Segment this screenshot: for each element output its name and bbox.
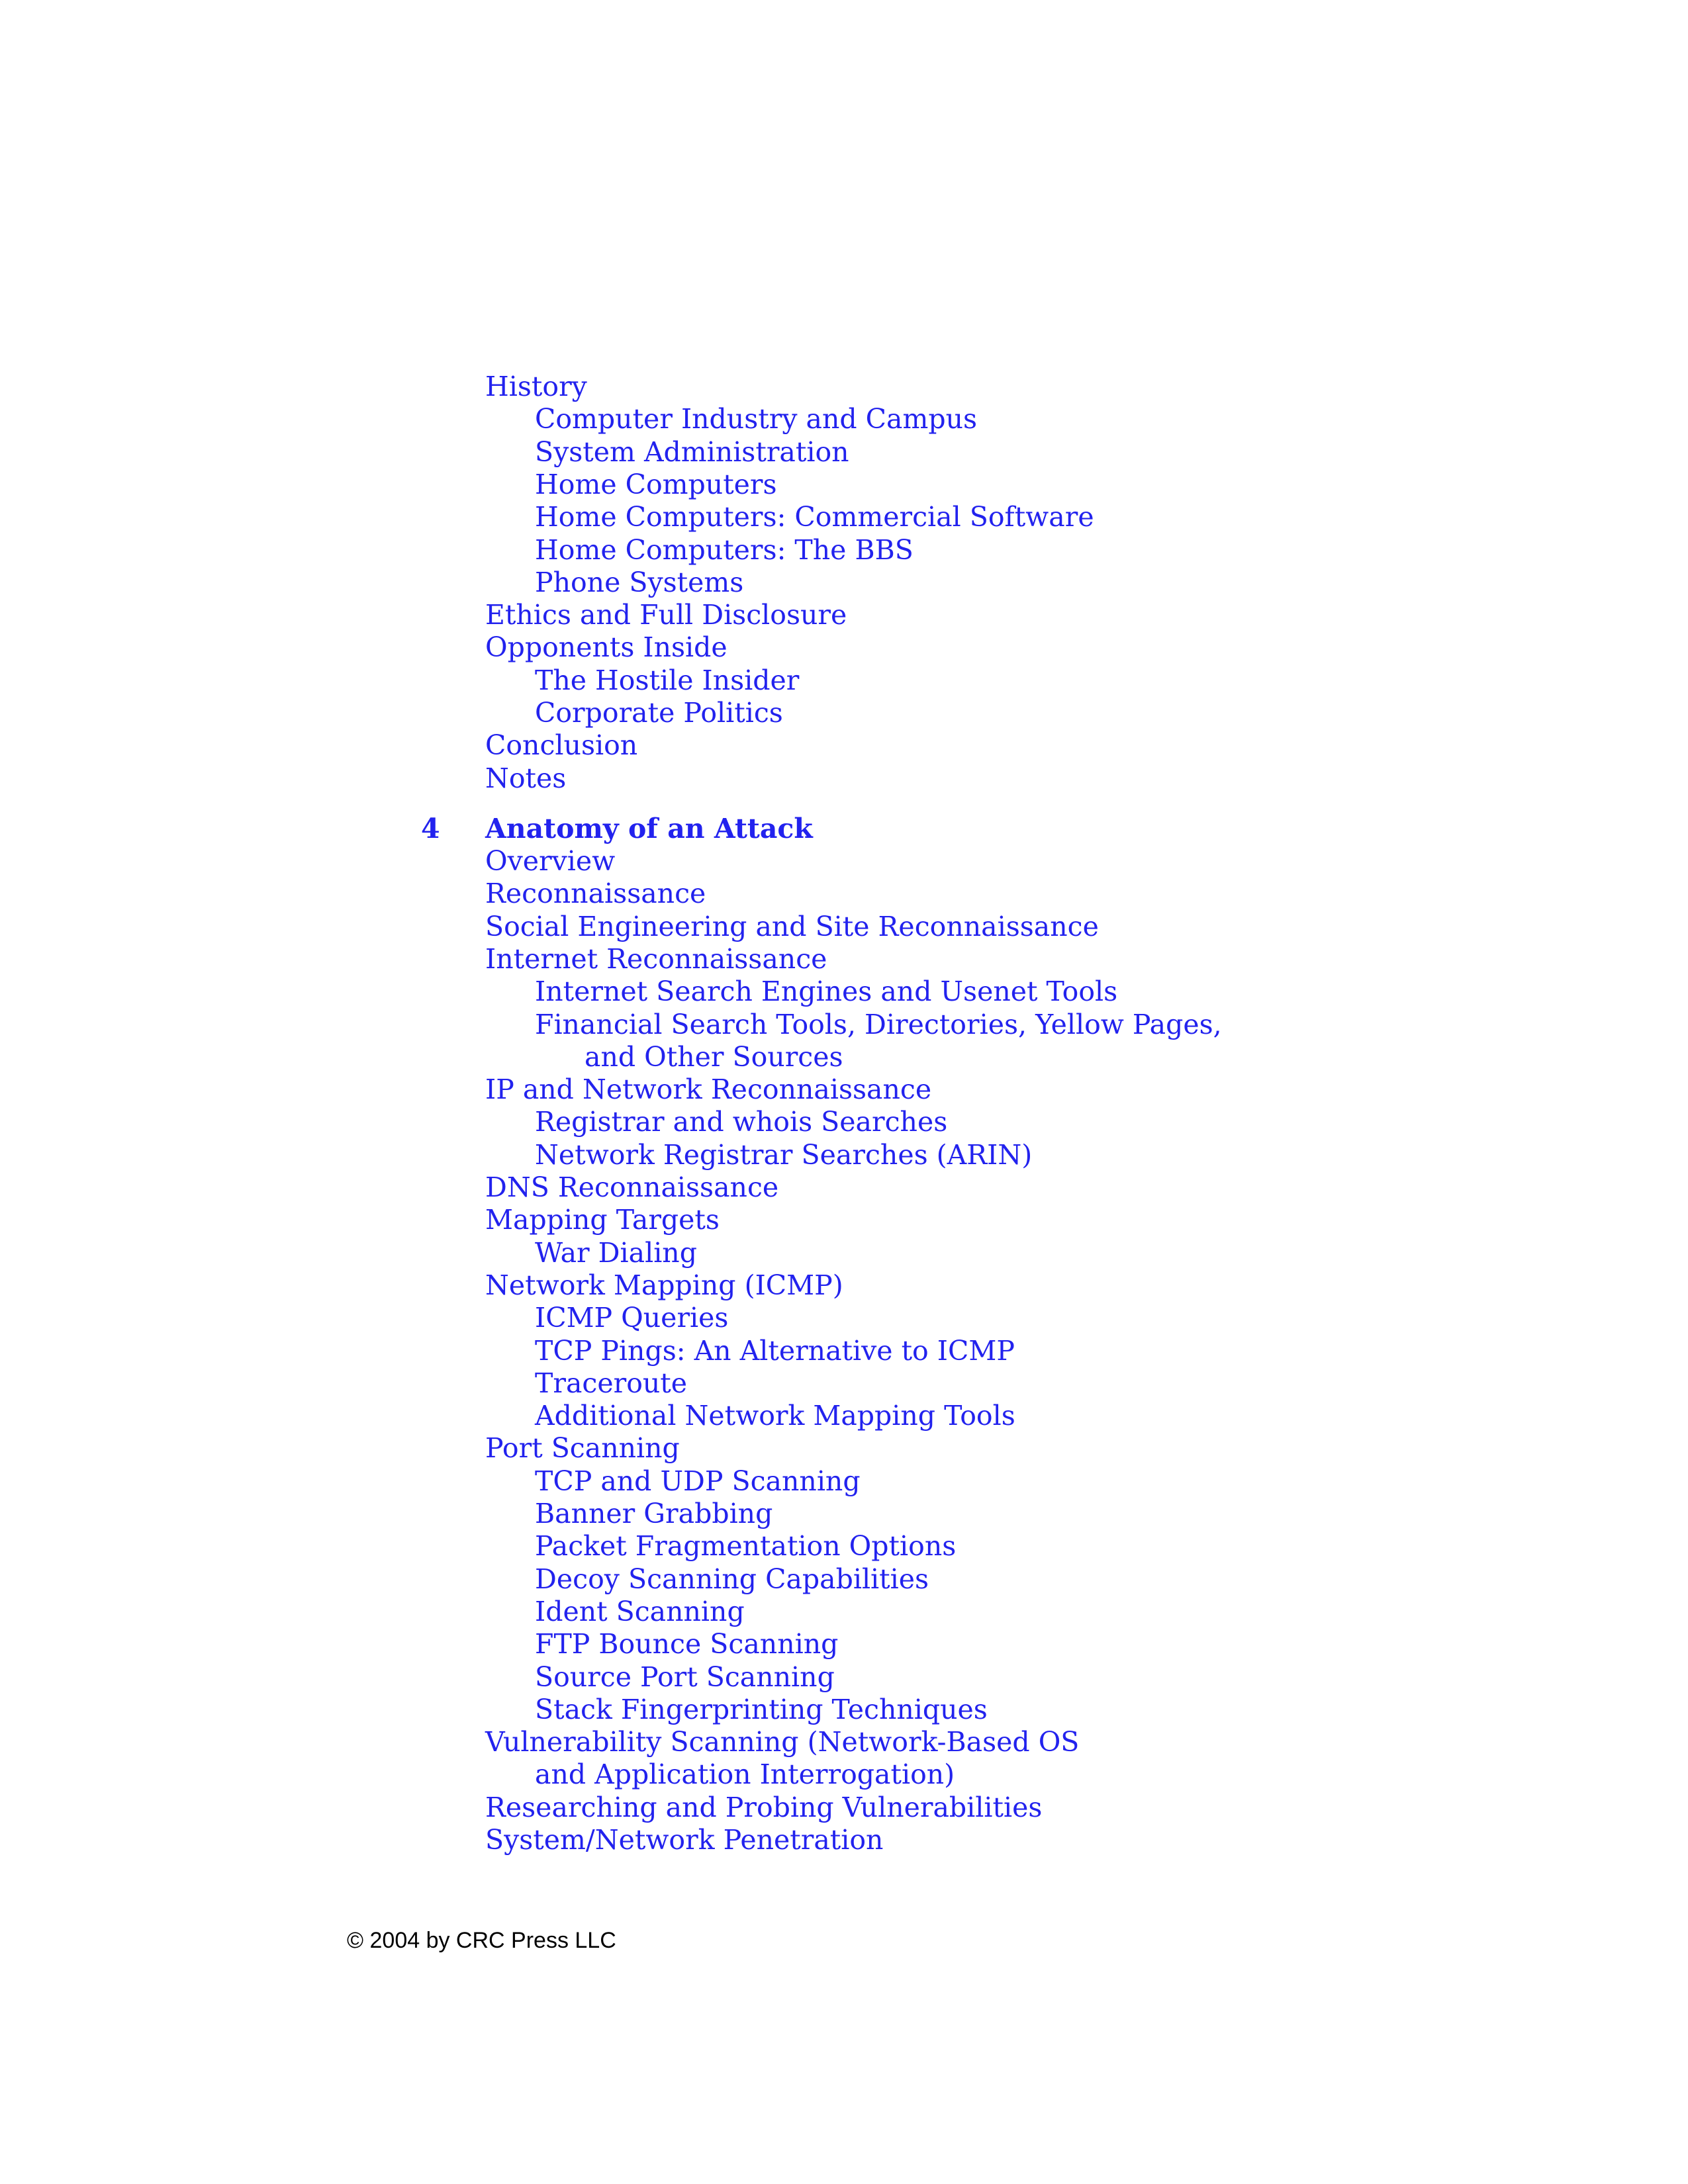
toc-entry-level-2[interactable]: Registrar and whois Searches	[535, 1106, 948, 1138]
toc-entry-level-1[interactable]: IP and Network Reconnaissance	[485, 1073, 932, 1106]
toc-entry-level-1[interactable]: DNS Reconnaissance	[485, 1171, 779, 1203]
chapter-number[interactable]: 4	[421, 813, 440, 844]
toc-entry-level-2[interactable]: Home Computers	[535, 468, 777, 500]
toc-entry-level-1[interactable]: Mapping Targets	[485, 1204, 720, 1236]
toc-entry-level-2[interactable]: Network Registrar Searches (ARIN)	[535, 1138, 1033, 1171]
toc-entry-level-2[interactable]: Decoy Scanning Capabilities	[535, 1563, 929, 1595]
toc-entry-level-2[interactable]: Banner Grabbing	[535, 1498, 773, 1529]
toc-entry-level-2[interactable]: War Dialing	[535, 1236, 697, 1269]
toc-entry-level-1[interactable]: Network Mapping (ICMP)	[485, 1269, 843, 1301]
toc-entry-level-2[interactable]: Home Computers: The BBS	[535, 533, 914, 566]
toc-entry-level-1[interactable]: Overview	[485, 845, 616, 877]
toc-entry-level-2[interactable]: Ident Scanning	[535, 1595, 745, 1627]
toc-entry-level-1[interactable]: History	[485, 371, 587, 402]
copyright-footer: © 2004 by CRC Press LLC	[347, 1928, 616, 1953]
toc-entry-level-1[interactable]: Notes	[485, 762, 567, 794]
toc-entry-level-1[interactable]: Researching and Probing Vulnerabilities	[485, 1791, 1043, 1823]
toc-entry-level-2[interactable]: Computer Industry and Campus	[535, 403, 978, 435]
toc-entry-level-2[interactable]: ICMP Queries	[535, 1302, 729, 1334]
toc-entry-level-1[interactable]: Reconnaissance	[485, 878, 706, 910]
toc-entry-level-1[interactable]: Opponents Inside	[485, 631, 727, 664]
toc-entry-level-1[interactable]: Internet Reconnaissance	[485, 942, 827, 975]
toc-entry-level-2[interactable]: Additional Network Mapping Tools	[535, 1400, 1015, 1432]
toc-entry-level-2[interactable]: TCP Pings: An Alternative to ICMP	[535, 1334, 1015, 1367]
toc-entry-level-2[interactable]: Financial Search Tools, Directories, Yellow Pages,	[535, 1008, 1222, 1040]
toc-entry-level-2[interactable]: FTP Bounce Scanning	[535, 1628, 839, 1661]
toc-entry-level-1[interactable]: Port Scanning	[485, 1432, 680, 1465]
chapter-title[interactable]: Anatomy of an Attack	[485, 813, 813, 844]
toc-entry-level-1[interactable]: Conclusion	[485, 729, 638, 762]
toc-entry-level-2[interactable]: Traceroute	[535, 1367, 688, 1399]
toc-entry-level-2[interactable]: and Application Interrogation)	[535, 1758, 955, 1791]
toc-entry-level-2[interactable]: Stack Fingerprinting Techniques	[535, 1693, 988, 1725]
toc-entry-level-1[interactable]: Social Engineering and Site Reconnaissance	[485, 910, 1099, 942]
toc-entry-level-2[interactable]: Phone Systems	[535, 566, 744, 598]
toc-entry-level-2[interactable]: Corporate Politics	[535, 697, 783, 729]
toc-entry-level-2[interactable]: TCP and UDP Scanning	[535, 1465, 861, 1497]
toc-entry-level-2[interactable]: Home Computers: Commercial Software	[535, 501, 1094, 533]
toc-entry-level-2[interactable]: Source Port Scanning	[535, 1661, 835, 1693]
toc-entry-level-2[interactable]: Packet Fragmentation Options	[535, 1530, 957, 1563]
toc-entry-level-2[interactable]: The Hostile Insider	[535, 664, 800, 696]
toc-entry-level-1[interactable]: Vulnerability Scanning (Network-Based OS	[485, 1726, 1080, 1758]
toc-entry-level-2[interactable]: Internet Search Engines and Usenet Tools	[535, 976, 1118, 1008]
toc-entry-level-2[interactable]: System Administration	[535, 435, 849, 468]
toc-entry-level-1[interactable]: System/Network Penetration	[485, 1824, 884, 1856]
toc-entry-level-3[interactable]: and Other Sources	[585, 1040, 843, 1073]
toc-entry-level-1[interactable]: Ethics and Full Disclosure	[485, 599, 847, 631]
